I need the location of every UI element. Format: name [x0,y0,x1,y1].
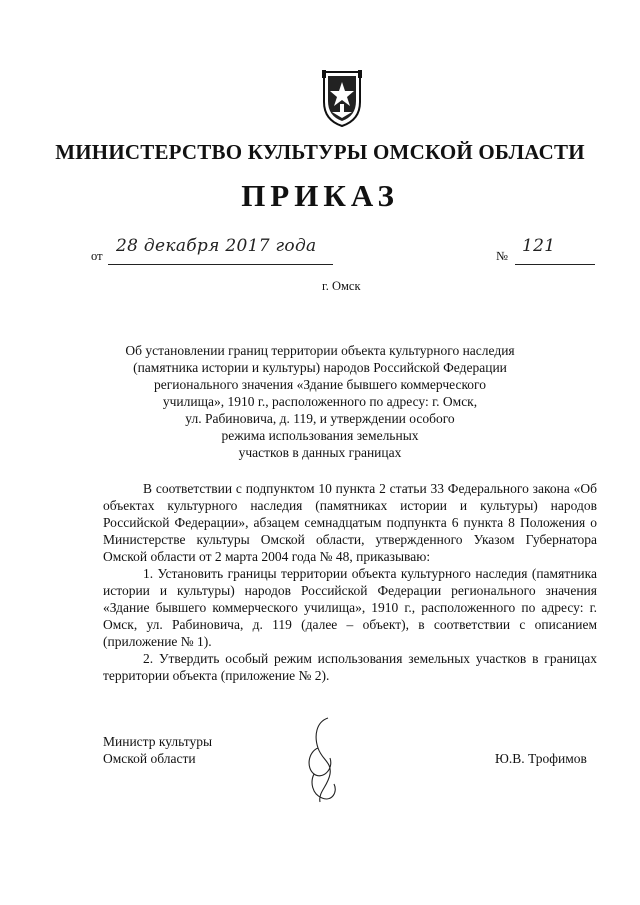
subject-line: регионального значения «Здание бывшего коммерческого [153,377,487,392]
signer-title-line: Омской области [103,751,196,766]
ministry-title: МИНИСТЕРСТВО КУЛЬТУРЫ ОМСКОЙ ОБЛАСТИ [55,140,585,164]
subject-line: (памятника истории и культуры) народов Российской Федерации [133,360,507,375]
order-subject [100,342,540,461]
city: г. Омск [322,279,361,293]
body-paragraph: 1. Установить границы территории объекта культурного наследия (памятника истории и культуры) народов Российской Федерации регионального значения «Здание бывшего коммерческого училища», 1910 г., расположенного по адресу: г. Омск, ул. Рабиновича, д. 119 (далее – объект), в соответствии с описанием (приложение № 1). [103,566,597,649]
signer-title-line: Министр культуры [103,734,213,749]
subject-line: училища», 1910 г., расположенного по адресу: г. Омск, [162,394,478,409]
subject-line: режима использования земельных [221,428,419,443]
date-handwritten: 28 декабря 2017 года [116,236,317,256]
coat-of-arms-icon [320,68,364,128]
subject-line: участков в данных границах [238,445,402,460]
number-prefix: № [496,249,508,263]
order-body [103,480,597,684]
signer-title [103,733,212,767]
handwritten-signature [288,712,358,810]
signer-name: Ю.В. Трофимов [495,751,587,766]
body-paragraph: В соответствии с подпунктом 10 пункта 2 статьи 33 Федерального закона «Об объектах культурного наследия (памятниках истории и культуры) народов Российской Федерации», абзацем семнадцатым подпункта 6 пункта 8 Положения о Министерстве культуры Омской области, утвержденного Указом Губернатора Омской области от 2 марта 2004 года № 48, приказываю: [103,481,597,564]
subject-line: Об установлении границ территории объекта культурного наследия [125,343,515,358]
number-handwritten: 121 [522,236,556,256]
body-paragraph: 2. Утвердить особый режим использования земельных участков в границах территории объекта (приложение № 2). [103,651,597,683]
subject-line: ул. Рабиновича, д. 119, и утверждении особого [185,411,455,426]
document-type: ПРИКАЗ [241,178,399,213]
date-prefix: от [91,249,103,263]
